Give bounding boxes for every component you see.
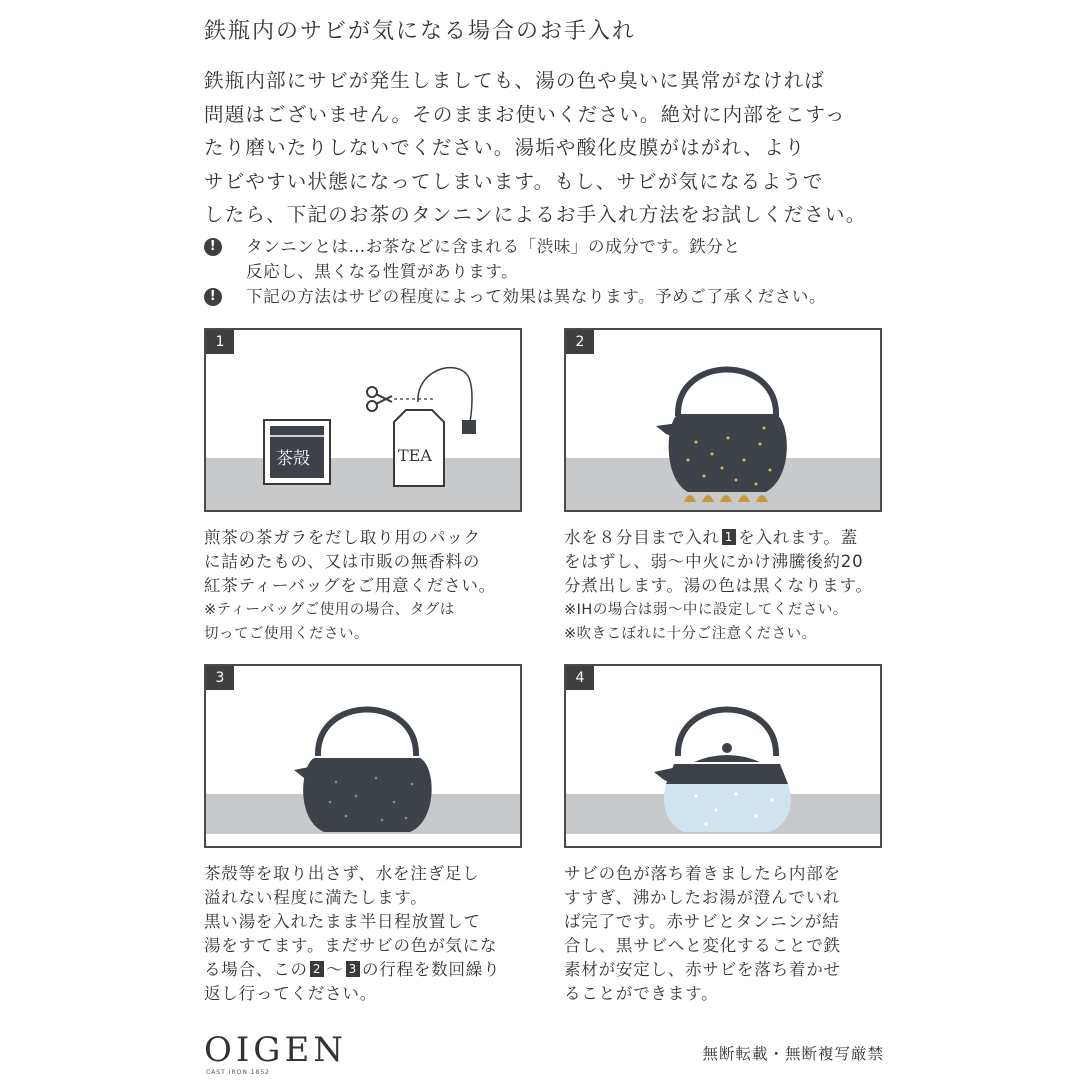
note-effect — [204, 284, 826, 309]
caption-line: 湯をすてます。まだサビの色が気にな — [204, 936, 498, 955]
caption-line: サビの色が落ち着きましたら内部を — [564, 864, 841, 883]
step-number: 1 — [206, 330, 234, 354]
page-title: 鉄瓶内のサビが気になる場合のお手入れ — [204, 19, 637, 44]
step-ref-badge: 2 — [310, 961, 324, 977]
step-4-caption — [564, 862, 894, 1006]
kettle-steeping-illustration — [206, 666, 522, 834]
caption-line — [204, 958, 534, 982]
caption-line: すすぎ、沸かしたお湯が澄んでいれ — [564, 888, 841, 907]
caption-note: ※ティーバッグご使用の場合、タグは — [204, 602, 455, 618]
step-3-illustration — [204, 664, 522, 848]
intro-line: たり磨いたりしないでください。湯垢や酸化皮膜がはがれ、より — [204, 136, 806, 159]
kettle-boiling-illustration — [566, 330, 882, 512]
step-2-caption — [564, 526, 894, 646]
bag-label: TEA — [398, 446, 432, 465]
intro-line: 問題はございません。そのままお使いください。絶対に内部をこすっ — [204, 102, 846, 126]
caption-line: 紅茶ティーバッグをご用意ください。 — [204, 576, 496, 595]
caption-line: ることができます。 — [564, 984, 719, 1003]
exclamation-icon: ! — [204, 288, 222, 306]
caption-line: 溢れない程度に満たします。 — [204, 888, 428, 907]
note-line: タンニンとは…お茶などに含まれる「渋味」の成分です。鉄分と — [246, 237, 741, 256]
intro-line: サビやすい状態になってしまいます。もし、サビが気になるようで — [204, 169, 824, 193]
kettle-clear-illustration — [566, 666, 882, 834]
caption-text: 〜 — [326, 960, 344, 979]
box-label: 茶殻 — [276, 449, 310, 469]
exclamation-icon: ! — [204, 238, 222, 256]
step-ref-badge: 1 — [722, 529, 736, 545]
step-1-illustration — [204, 328, 522, 512]
intro-line: 鉄瓶内部にサビが発生しましても、湯の色や臭いに異常がなければ — [204, 69, 826, 92]
caption-line: 茶殻等を取り出さず、水を注ぎ足し — [204, 864, 480, 883]
step-4-illustration — [564, 664, 882, 848]
caption-line: 分煮出します。湯の色は黒くなります。 — [564, 576, 873, 595]
note-tannin — [204, 234, 741, 284]
brand-logo-subtitle: CAST IRON 1852 — [206, 1069, 271, 1076]
caption-line: に詰めたもの、又は市販の無香料の — [204, 552, 481, 571]
caption-note: ※IHの場合は弱〜中に設定してください。 — [564, 602, 848, 618]
caption-line: ば完了です。赤サビとタンニンが結 — [564, 912, 840, 931]
step-ref-badge: 3 — [346, 961, 360, 977]
step-3-caption — [204, 862, 534, 1006]
step-1-caption — [204, 526, 534, 646]
caption-text: る場合、この — [204, 960, 308, 979]
intro-paragraph — [204, 64, 888, 232]
caption-note: 切ってご使用ください。 — [204, 626, 369, 642]
brand-logo: OIGEN — [204, 1030, 348, 1070]
caption-text: の行程を数回繰り — [362, 960, 501, 979]
caption-line: 合し、黒サビへと変化することで鉄 — [564, 936, 841, 955]
tea-bag-illustration — [206, 330, 522, 512]
note-line: 反応し、黒くなる性質があります。 — [246, 262, 519, 281]
intro-line: したら、下記のお茶のタンニンによるお手入れ方法をお試しください。 — [204, 203, 867, 226]
caption-line: 素材が安定し、赤サビを落ち着かせ — [564, 960, 841, 979]
caption-text: 水を８分目まで入れ — [564, 528, 720, 547]
step-number: 4 — [566, 666, 594, 690]
caption-line: をはずし、弱〜中火にかけ沸騰後約20 — [564, 552, 864, 571]
caption-line: 黒い湯を入れたまま半日程放置して — [204, 912, 481, 931]
copyright-notice: 無断転載・無断複写厳禁 — [702, 1045, 884, 1063]
caption-text: を入れます。蓋 — [738, 528, 858, 547]
caption-line — [564, 526, 894, 550]
step-number: 3 — [206, 666, 234, 690]
step-number: 2 — [566, 330, 594, 354]
caption-line: 返し行ってください。 — [204, 984, 377, 1003]
caption-note: ※吹きこぼれに十分ご注意ください。 — [564, 626, 817, 642]
step-2-illustration — [564, 328, 882, 512]
note-line: 下記の方法はサビの程度によって効果は異なります。予めご了承ください。 — [246, 287, 827, 306]
caption-line: 煎茶の茶ガラをだし取り用のパック — [204, 528, 481, 547]
